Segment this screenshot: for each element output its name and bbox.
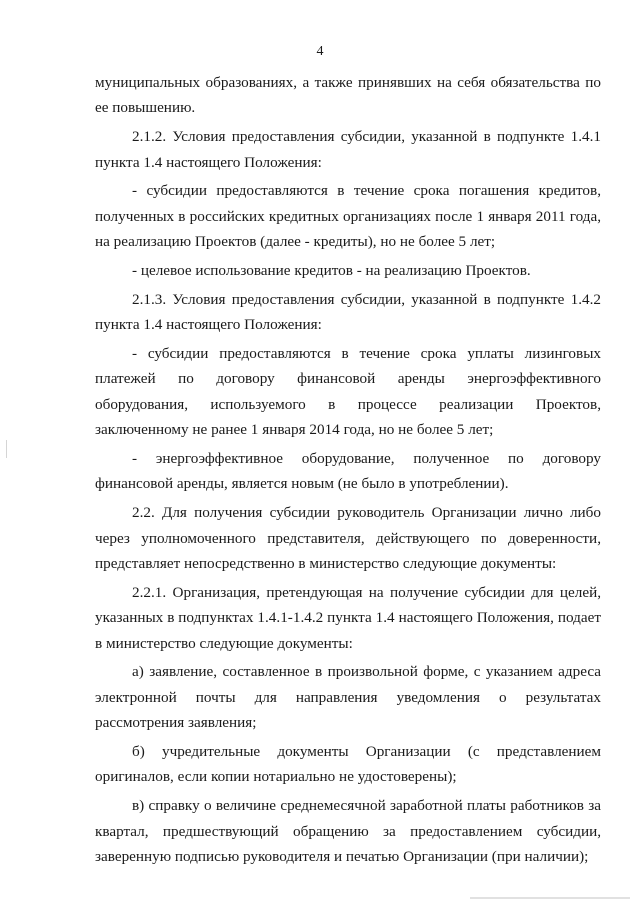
paragraph-2-2: 2.2. Для получения субсидии руководитель Организации лично либо через уполномоченного представителя, действующего по доверенности, представляет непосредственно в министерство следующие документы: xyxy=(95,504,601,573)
paragraph-item-v: в) справку о величине среднемесячной заработной платы работников за квартал, предшествующий обращению за предоставлением субсидии, заверенную подписью руководителя и печатью Организации (при наличии); xyxy=(95,797,601,866)
page-number: 4 xyxy=(316,44,324,59)
paragraph-leasing-term: - субсидии предоставляются в течение срока уплаты лизинговых платежей по договору финансовой аренды энергоэффективного оборудования, используемого в процессе реализации Проектов, заключенному не ранее 1 января 2014 года, но не более 5 лет; xyxy=(95,345,601,439)
paragraph-continuation: муниципальных образованиях, а также принявших на себя обязательства по ее повышению. xyxy=(95,74,601,117)
paragraph-2-1-2: 2.1.2. Условия предоставления субсидии, указанной в подпункте 1.4.1 пункта 1.4 настоящего Положения: xyxy=(95,128,601,171)
scan-artifact-bottom xyxy=(470,897,630,899)
paragraph-equipment-new: - энергоэффективное оборудование, полученное по договору финансовой аренды, является новым (не было в употреблении). xyxy=(95,450,601,493)
scan-artifact-left xyxy=(6,440,7,458)
paragraph-2-1-3: 2.1.3. Условия предоставления субсидии, указанной в подпункте 1.4.2 пункта 1.4 настоящего Положения: xyxy=(95,290,601,334)
document-body xyxy=(95,70,601,873)
paragraph-item-a: а) заявление, составленное в произвольной форме, с указанием адреса электронной почты для направления уведомления о результатах рассмотрения заявления; xyxy=(95,663,601,732)
paragraph-credit-purpose: - целевое использование кредитов - на реализацию Проектов. xyxy=(132,262,531,280)
paragraph-item-b: б) учредительные документы Организации (с представлением оригиналов, если копии нотариально не удостоверены); xyxy=(95,743,601,786)
paragraph-2-2-1: 2.2.1. Организация, претендующая на получение субсидии для целей, указанных в подпунктах 1.4.1-1.4.2 пункта 1.4 настоящего Положения, подает в министерство следующие документы: xyxy=(95,583,601,652)
paragraph-credit-term: - субсидии предоставляются в течение срока погашения кредитов, полученных в российских кредитных организациях после 1 января 2011 года, на реализацию Проектов (далее - кредиты), но не более 5 лет; xyxy=(95,182,601,251)
